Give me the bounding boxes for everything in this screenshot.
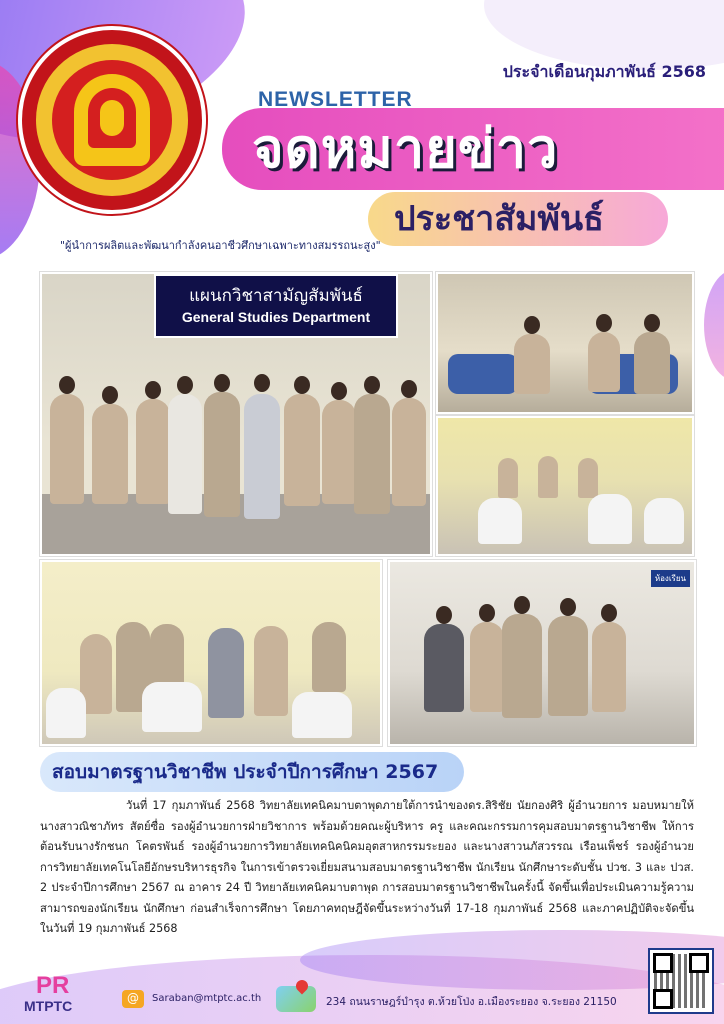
page-title: จดหมายข่าว bbox=[252, 117, 559, 180]
sign-text-thai: แผนกวิชาสามัญสัมพันธ์ bbox=[189, 286, 363, 306]
contact-address: 234 ถนนราษฎร์บำรุง ต.ห้วยโป่ง อ.เมืองระยอง จ.ระยอง 21150 bbox=[326, 996, 617, 1008]
pr-logo bbox=[20, 972, 100, 1018]
pr-logo-subtext: MTPTC bbox=[24, 998, 73, 1014]
photo-group-corridor bbox=[388, 560, 696, 746]
photo-exam-classroom bbox=[436, 416, 694, 556]
qr-code-icon[interactable] bbox=[648, 948, 714, 1014]
photo-group-department bbox=[40, 272, 432, 556]
college-seal-icon bbox=[22, 30, 202, 210]
photo-inspection-exam-room bbox=[40, 560, 382, 746]
issue-month: ประจำเดือนกุมภาพันธ์ 2568 bbox=[502, 62, 706, 81]
mail-icon: @ bbox=[122, 990, 144, 1008]
article-title: สอบมาตรฐานวิชาชีพ ประจำปีการศึกษา 2567 bbox=[52, 761, 439, 783]
room-sign: ห้องเรียน bbox=[651, 570, 690, 587]
photo-meeting-room bbox=[436, 272, 694, 414]
page-subtitle: ประชาสัมพันธ์ bbox=[394, 199, 604, 239]
department-sign bbox=[154, 274, 398, 338]
article-body: วันที่ 17 กุมภาพันธ์ 2568 วิทยาลัยเทคนิคมาบตาพุดภายใต้การนำของดร.สิริชัย นัยกองศิริ ผู้อำนวยการ มอบหมายให้นางสาวณิชาภัทร สัตย์ซื่อ รองผู้อำนวยการฝ่ายวิชาการ พร้อมด้วยคณะผู้บริหาร ครู และคณะกรรมการคุมสอบมาตรฐานวิชาชีพ ให้การต้อนรับนางรักชนก โคตรพันธ์ รองผู้อำนวยการวิทยาลัยเทคนิคนิคมอุตสาหกรรมระยอง และนางสาวนภัสวรรณ เรือนเพ็ชร์ รองผู้อำนวยการวิทยาลัยเทคโนโลยีอักษรบริหารธุรกิจ ในการเข้าตรวจเยี่ยมสนามสอบมาตรฐานวิชาชีพ นักเรียน นักศึกษาระดับชั้น ปวช. 3 และ ปวส. 2 ประจำปีการศึกษา 2567 ณ อาคาร 24 ปี วิทยาลัยเทคนิคมาบตาพุด การสอบมาตรฐานวิชาชีพในครั้งนี้ จัดขึ้นเพื่อประเมินความรู้ความสามารถของนักเรียน นักศึกษา ก่อนสำเร็จการศึกษา โดยภาคทฤษฎีจัดขึ้นระหว่างวันที่ 17-18 กุมภาพันธ์ 2568 และภาคปฏิบัติจะจัดขึ้นในวันที่ 19 กุมภาพันธ์ 2568 bbox=[40, 799, 694, 935]
pr-logo-text: PR bbox=[36, 972, 70, 999]
map-pin-icon bbox=[276, 986, 316, 1012]
contact-email[interactable]: Saraban@mtptc.ac.th bbox=[152, 993, 262, 1004]
newsletter-label: NEWSLETTER bbox=[258, 88, 413, 111]
sign-text-english: General Studies Department bbox=[181, 309, 371, 325]
college-motto: "ผู้นำการผลิตและพัฒนากำลังคนอาชีวศึกษาเฉพาะทางสมรรถนะสูง" bbox=[60, 239, 381, 252]
decor-swoosh-right bbox=[704, 270, 724, 380]
